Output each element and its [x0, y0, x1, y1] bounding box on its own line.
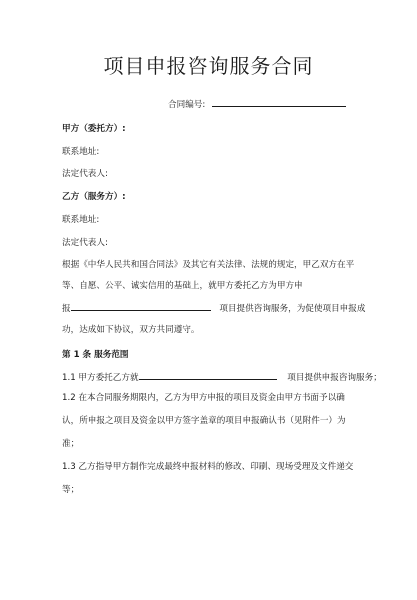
contract-number — [168, 97, 346, 110]
contract-number-blank — [212, 97, 346, 107]
preamble-line-4: 功，达成如下协议，双方共同遵守。 — [62, 325, 200, 335]
clause-1-1-project-blank — [139, 370, 277, 380]
party-a-heading: 甲方（委托方）: — [62, 124, 126, 134]
clause-1-3-line-1: 1.3 乙方指导甲方制作完成最终申报材料的修改、印刷、现场受理及文件递交 — [62, 462, 354, 472]
page-title: 项目申报咨询服务合同 — [103, 54, 314, 78]
clause-1-1-end: 项目提供申报咨询服务； — [287, 373, 382, 383]
preamble-line-3-end: 项目提供咨询服务，为促使项目申报成 — [219, 304, 366, 314]
contract-number-label: 合同编号: — [168, 100, 206, 110]
preamble-line-3 — [62, 301, 365, 314]
party-b-heading: 乙方（服务方）: — [62, 192, 126, 202]
clause-1-1 — [62, 370, 382, 383]
clause-1-1-start: 1.1 甲方委托乙方就 — [62, 373, 139, 383]
party-b-address-label: 联系地址: — [62, 215, 100, 225]
clause-1-3-line-2: 等； — [62, 485, 80, 495]
party-a-legal-rep-label: 法定代表人: — [62, 169, 108, 179]
party-a-address-label: 联系地址: — [62, 147, 100, 157]
clause-1-2-line-1: 1.2 在本合同服务期限内，乙方为甲方申报的项目及资金由甲方书面予以确 — [62, 393, 345, 403]
preamble-line-3-start: 报 — [62, 304, 71, 314]
preamble-line-2: 等、自愿、公平、诚实信用的基础上，就甲方委托乙方为甲方申 — [62, 281, 303, 291]
clause-1-2-line-2: 认，所申报之项目及资金以甲方签字盖章的项目申报确认书（见附件一）为 — [62, 416, 346, 426]
article-1-heading: 第 1 条 服务范围 — [62, 350, 129, 360]
party-b-legal-rep-label: 法定代表人: — [62, 238, 108, 248]
preamble-line-1: 根据《中华人民共和国合同法》及其它有关法律、法规的规定，甲乙双方在平 — [62, 260, 355, 270]
project-name-blank — [71, 301, 211, 311]
clause-1-2-line-3: 准； — [62, 439, 80, 449]
